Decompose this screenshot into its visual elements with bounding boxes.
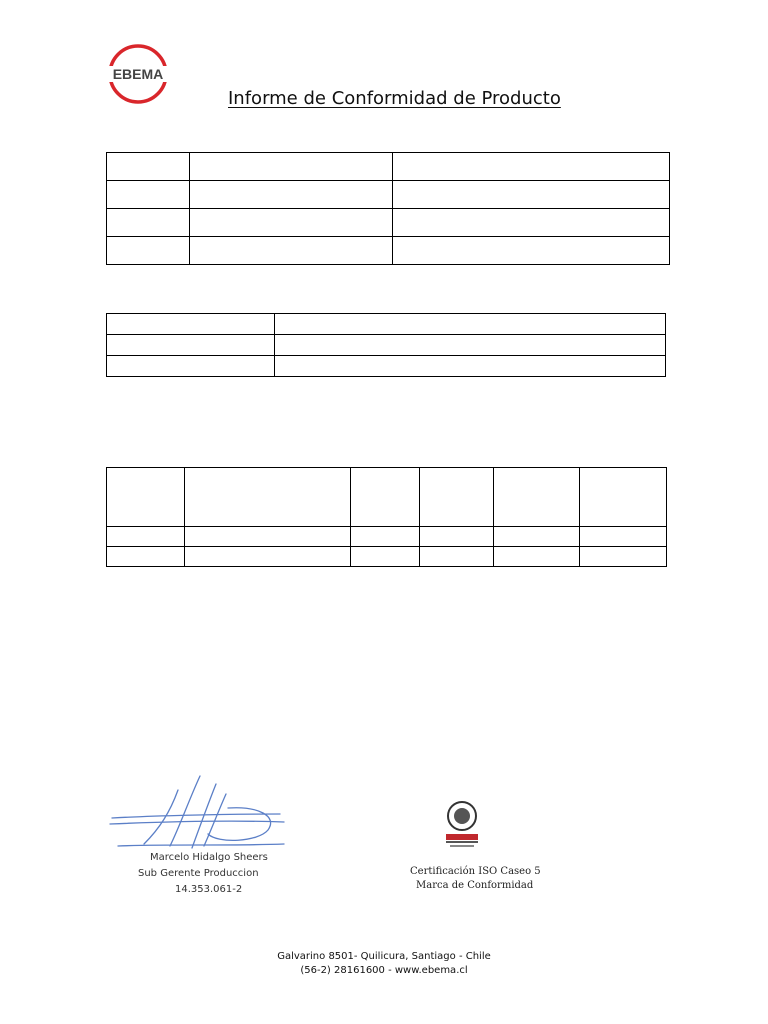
- signer-name: Marcelo Hidalgo Sheers: [150, 852, 268, 863]
- certification-logo: [442, 800, 482, 850]
- product-info-table: [106, 152, 670, 265]
- table-row: [107, 314, 666, 335]
- table-row: [107, 547, 667, 567]
- ebema-logo: [106, 42, 170, 106]
- table-row: [107, 335, 666, 356]
- table-header-row: [107, 468, 667, 527]
- table-row: [107, 356, 666, 377]
- table-row: [107, 209, 670, 237]
- table-row: [107, 237, 670, 265]
- signer-id: 14.353.061-2: [175, 884, 243, 895]
- table-row: [107, 527, 667, 547]
- certification-line: Certificación ISO Caseo 5: [410, 866, 541, 877]
- signature-graphic: [108, 772, 288, 852]
- footer-address: Galvarino 8501- Quilicura, Santiago - Chile: [277, 951, 491, 962]
- logo-text: EBEMA: [112, 66, 164, 82]
- footer-contact: (56-2) 28161600 - www.ebema.cl: [300, 965, 468, 976]
- conformity-mark-line: Marca de Conformidad: [416, 880, 534, 891]
- results-table: [106, 467, 667, 567]
- page-title: Informe de Conformidad de Producto: [228, 88, 561, 109]
- details-table: [106, 313, 666, 377]
- table-row: [107, 181, 670, 209]
- table-row: [107, 153, 670, 181]
- signer-role: Sub Gerente Produccion: [138, 868, 259, 879]
